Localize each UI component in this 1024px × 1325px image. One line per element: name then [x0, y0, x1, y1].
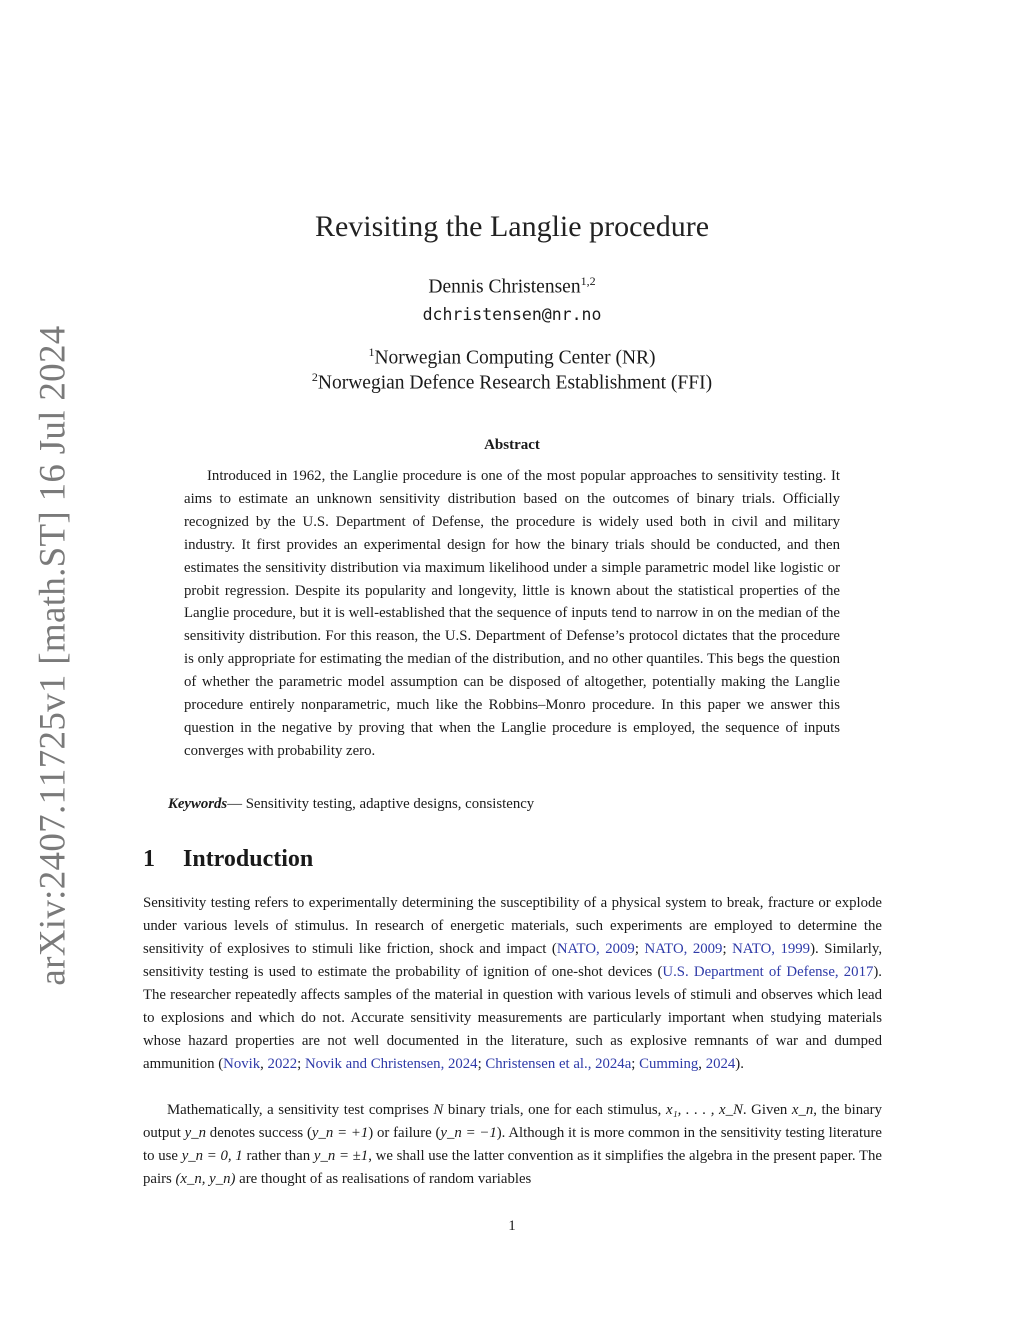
para1-text-3: ). The researcher repeatedly affects samples of the material in question with various levels of stimuli and observes which lead to explosions and which do not. Accurate sensitivity measurements are particularly important when studying materials whose hazard properties are not well documented in the literature, such as explosive remnants of war and dumped ammunition (: [143, 964, 883, 1072]
intro-paragraph-1: [143, 892, 882, 1076]
citation-separator: ,: [260, 1056, 268, 1072]
section-number: 1: [143, 846, 155, 872]
citation-separator: ;: [477, 1056, 486, 1072]
math-expression: x₁, . . . , x_N: [665, 1102, 743, 1118]
para2-text: ). Although it is more common in the sensitivity testing literature to use: [143, 1125, 882, 1164]
para1-text-4: ).: [735, 1056, 744, 1072]
para1-text-2: ). Similarly, sensitivity testing is used to estimate the probability of ignition of one-shot devices (: [143, 941, 883, 980]
intro-paragraph-2: [143, 1099, 882, 1191]
para2-text: Mathematically, a sensitivity test comprises: [167, 1102, 434, 1118]
citation-link[interactable]: Christensen et al., 2024a: [485, 1056, 632, 1072]
citation-separator: ,: [698, 1056, 706, 1072]
affiliation-1-mark: 1: [368, 345, 375, 359]
section-heading-introduction: [143, 846, 313, 873]
para2-text: . Given: [742, 1102, 792, 1118]
keywords-line: [168, 796, 534, 813]
math-expression: (x_n, y_n): [175, 1171, 236, 1187]
keywords-text: Sensitivity testing, adaptive designs, consistency: [242, 796, 535, 812]
math-expression: y_n: [184, 1125, 206, 1141]
arxiv-identifier-text: arXiv:2407.11725v1 [math.ST] 16 Jul 2024: [32, 324, 74, 986]
para1-text-1: Sensitivity testing refers to experimentally determining the susceptibility of a physical system to break, fracture or explode under various levels of stimulus. In research of energetic materials, such experiments are employed to determine the sensitivity of explosives to stimuli like friction, shock and impact (: [143, 895, 882, 957]
para2-text: , the binary output: [143, 1102, 882, 1141]
citation-link[interactable]: NATO, 2009: [556, 941, 635, 957]
section-title: Introduction: [183, 846, 314, 872]
author-name: Dennis Christensen: [428, 276, 581, 298]
page-number: 1: [508, 1218, 516, 1234]
citation-separator: ;: [297, 1056, 305, 1072]
affiliation-2: [0, 370, 1024, 395]
paper-title: Revisiting the Langlie procedure: [314, 210, 710, 243]
author-line: [0, 274, 1024, 299]
citation-link[interactable]: U.S. Department of Defense, 2017: [662, 964, 874, 980]
para2-text: binary trials, one for each stimulus,: [443, 1102, 666, 1118]
keywords-label: Keywords: [168, 796, 228, 812]
author-email[interactable]: dchristensen@nr.no: [422, 305, 602, 324]
keywords-dash: —: [227, 796, 242, 812]
math-expression: x_n: [791, 1102, 814, 1118]
citation-link[interactable]: NATO, 1999: [732, 941, 811, 957]
abstract-heading: Abstract: [484, 437, 540, 453]
para2-text: denotes success (: [206, 1125, 312, 1141]
para2-text: ) or failure (: [368, 1125, 441, 1141]
citation-link[interactable]: Cumming: [639, 1056, 699, 1072]
math-expression: y_n = −1: [440, 1125, 497, 1141]
affiliation-1: [0, 345, 1024, 370]
citation-link[interactable]: 2022: [267, 1056, 298, 1072]
affiliation-2-mark: 2: [311, 370, 318, 384]
affiliation-2-name: Norwegian Defence Research Establishment (FFI): [317, 372, 713, 394]
citation-separator: ;: [722, 941, 733, 957]
affiliation-1-name: Norwegian Computing Center (NR): [374, 347, 656, 369]
para2-text: , we shall use the latter convention as it simplifies the algebra in the present paper. The pairs: [143, 1148, 882, 1187]
citation-link[interactable]: 2024: [705, 1056, 736, 1072]
citation-separator: ;: [634, 941, 645, 957]
para2-text: are thought of as realisations of random variables: [235, 1171, 532, 1187]
math-expression: y_n = ±1: [313, 1148, 369, 1164]
math-expression: N: [433, 1102, 444, 1118]
abstract-text: Introduced in 1962, the Langlie procedure is one of the most popular approaches to sensitivity testing. It aims to estimate an unknown sensitivity distribution based on the outcomes of binary trials. Officially recognized by the U.S. Department of Defense, the procedure is widely used both in civil and military industry. It first provides an experimental design for how the binary trials should be conducted, and then estimates the sensitivity distribution via maximum likelihood under a simple parametric model like logistic or probit regression. Despite its popularity and longevity, little is known about the statistical properties of the Langlie procedure, but it is well-established that the sequence of inputs tend to narrow in on the median of the sensitivity distribution. For this reason, the U.S. Department of Defense’s protocol dictates that the procedure is only appropriate for estimating the median of the distribution, and no other quantiles. This begs the question of whether the parametric model assumption can be disposed of altogether, potentially making the Langlie procedure entirely nonparametric, much like the Robbins–Monro procedure. In this paper we answer this question in the negative by proving that when the Langlie procedure is employed, the sequence of inputs converges with probability zero.: [184, 468, 840, 759]
author-affiliation-marks: 1,2: [580, 274, 596, 288]
math-expression: y_n = +1: [311, 1125, 369, 1141]
math-expression: y_n = 0, 1: [181, 1148, 243, 1164]
para2-text: rather than: [242, 1148, 314, 1164]
citation-link[interactable]: NATO, 2009: [644, 941, 723, 957]
citation-link[interactable]: Novik: [223, 1056, 261, 1072]
citation-link[interactable]: Novik and Christensen, 2024: [304, 1056, 478, 1072]
citation-separator: ;: [631, 1056, 640, 1072]
